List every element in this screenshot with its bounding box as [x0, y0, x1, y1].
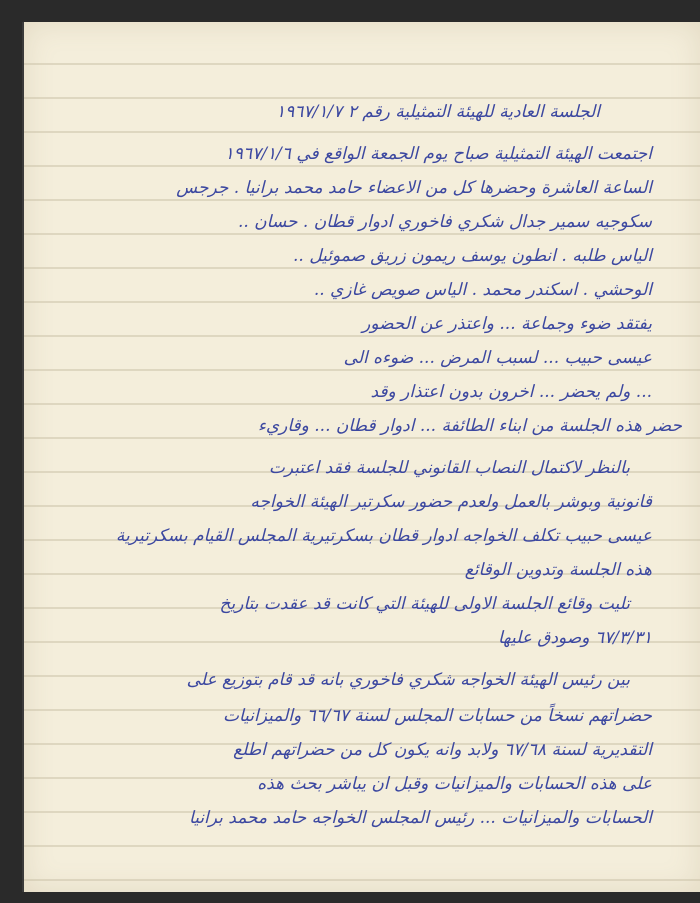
handwritten-line: بالنظر لاكتمال النصاب القانوني للجلسة فقد اعتبرت — [268, 458, 630, 478]
handwritten-line: ٦٧/٣/٣١ وصودق عليها — [497, 628, 652, 648]
handwritten-line: يفتقد ضوء وجماعة ... واعتذر عن الحضور — [362, 314, 652, 334]
handwritten-line: الياس طلبه . انطون يوسف ريمون زريق صموئيل .. — [293, 246, 652, 266]
handwritten-line: عيسى حبيب تكلف الخواجه ادوار قطان بسكرتيرية المجلس القيام بسكرتيرية — [115, 526, 652, 546]
handwritten-line: اجتمعت الهيئة التمثيلية صباح يوم الجمعة الواقع في ١٩٦٧/١/٦ — [224, 144, 652, 164]
handwritten-line: التقديرية لسنة ٦٧/٦٨ ولابد وانه يكون كل من حضراتهم اطلع — [233, 740, 652, 760]
handwritten-line: حضراتهم نسخاً من حسابات المجلس لسنة ٦٦/٦٧ والميزانيات — [222, 706, 652, 726]
handwritten-line: الجلسة العادية للهيئة التمثيلية رقم ٢ ١٩٦٧/١/٧ — [276, 102, 600, 122]
handwritten-line: الحسابات والميزانيات ... رئيس المجلس الخواجه حامد محمد برانيا — [189, 808, 652, 828]
handwritten-line: قانونية وبوشر بالعمل ولعدم حضور سكرتير الهيئة الخواجه — [250, 492, 652, 512]
handwritten-line: الساعة العاشرة وحضرها كل من الاعضاء حامد محمد برانيا . جرجس — [176, 178, 652, 198]
handwritten-line: حضر هذه الجلسة من ابناء الطائفة ... ادوار قطان ... وقاريء — [257, 416, 682, 436]
handwritten-line: بين رئيس الهيئة الخواجه شكري فاخوري بانه قد قام بتوزيع على — [186, 670, 630, 690]
handwritten-line: تليت وقائع الجلسة الاولى للهيئة التي كانت قد عقدت بتاريخ — [219, 594, 630, 614]
handwritten-line: ... ولم يحضر ... اخرون بدون اعتذار وقد — [370, 382, 652, 402]
handwritten-line: على هذه الحسابات والميزانيات وقبل ان يباشر بحث هذه — [257, 774, 652, 794]
handwritten-line: عيسى حبيب ... لسبب المرض ... ضوءه الى — [343, 348, 652, 368]
handwritten-line: الوحشي . اسكندر محمد . الياس صويص غازي .. — [313, 280, 652, 300]
handwritten-line: سكوجيه سمير جدال شكري فاخوري ادوار قطان . حسان .. — [237, 212, 652, 232]
handwritten-line: هذه الجلسة وتدوين الوقائع — [464, 560, 652, 580]
notebook-page — [22, 22, 700, 892]
